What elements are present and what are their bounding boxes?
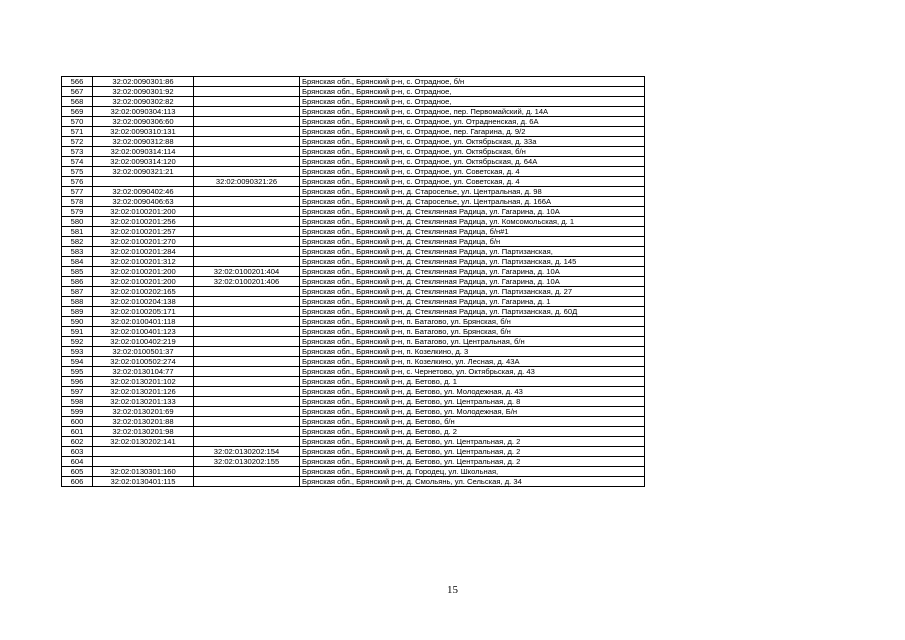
row-number-cell: 605 (62, 467, 93, 477)
linked-cadastral-number-cell (194, 217, 300, 227)
row-number-cell: 600 (62, 417, 93, 427)
page-number: 15 (447, 584, 458, 596)
address-cell: Брянская обл., Брянский р-н, с. Отрадное, пер. Гагарина, д. 9/2 (300, 127, 645, 137)
address-cell: Брянская обл., Брянский р-н, п. Козелкино, ул. Лесная, д. 43А (300, 357, 645, 367)
linked-cadastral-number-cell (194, 197, 300, 207)
cadastral-table (61, 76, 645, 487)
row-number-cell: 585 (62, 267, 93, 277)
linked-cadastral-number-cell (194, 357, 300, 367)
linked-cadastral-number-cell (194, 227, 300, 237)
row-number-cell: 577 (62, 187, 93, 197)
address-cell: Брянская обл., Брянский р-н, с. Чернетово, ул. Октябрьская, д. 43 (300, 367, 645, 377)
linked-cadastral-number-cell: 32:02:0100201:406 (194, 277, 300, 287)
linked-cadastral-number-cell (194, 407, 300, 417)
linked-cadastral-number-cell (194, 417, 300, 427)
table-row (62, 317, 645, 327)
table-row (62, 187, 645, 197)
address-cell: Брянская обл., Брянский р-н, д. Стеклянная Радица, б/н (300, 237, 645, 247)
linked-cadastral-number-cell (194, 87, 300, 97)
cadastral-number-cell: 32:02:0130201:102 (93, 377, 194, 387)
linked-cadastral-number-cell (194, 147, 300, 157)
linked-cadastral-number-cell (194, 247, 300, 257)
linked-cadastral-number-cell (194, 127, 300, 137)
cadastral-number-cell: 32:02:0100201:256 (93, 217, 194, 227)
row-number-cell: 599 (62, 407, 93, 417)
row-number-cell: 573 (62, 147, 93, 157)
table-row (62, 137, 645, 147)
table-row (62, 447, 645, 457)
row-number-cell: 574 (62, 157, 93, 167)
linked-cadastral-number-cell: 32:02:0130202:155 (194, 457, 300, 467)
cadastral-number-cell: 32:02:0090302:82 (93, 97, 194, 107)
table-row (62, 247, 645, 257)
linked-cadastral-number-cell (194, 157, 300, 167)
address-cell: Брянская обл., Брянский р-н, д. Смольянь, ул. Сельская, д. 34 (300, 477, 645, 487)
linked-cadastral-number-cell (194, 367, 300, 377)
address-cell: Брянская обл., Брянский р-н, д. Бетово, ул. Центральная, д. 2 (300, 457, 645, 467)
cadastral-number-cell: 32:02:0100401:118 (93, 317, 194, 327)
cadastral-number-cell: 32:02:0090321:21 (93, 167, 194, 177)
address-cell: Брянская обл., Брянский р-н, с. Отрадное, б/н (300, 77, 645, 87)
address-cell: Брянская обл., Брянский р-н, д. Стеклянная Радица, ул. Гагарина, д. 10А (300, 267, 645, 277)
row-number-cell: 570 (62, 117, 93, 127)
cadastral-number-cell (93, 447, 194, 457)
address-cell: Брянская обл., Брянский р-н, д. Стеклянная Радица, б/н#1 (300, 227, 645, 237)
table-row (62, 427, 645, 437)
table-row (62, 207, 645, 217)
table-row (62, 417, 645, 427)
table-row (62, 257, 645, 267)
address-cell: Брянская обл., Брянский р-н, с. Отрадное, ул. Октябрьская, д. 33а (300, 137, 645, 147)
linked-cadastral-number-cell: 32:02:0100201:404 (194, 267, 300, 277)
row-number-cell: 603 (62, 447, 93, 457)
cadastral-number-cell: 32:02:0100204:138 (93, 297, 194, 307)
table-row (62, 237, 645, 247)
linked-cadastral-number-cell (194, 337, 300, 347)
linked-cadastral-number-cell (194, 167, 300, 177)
address-cell: Брянская обл., Брянский р-н, д. Бетово, д. 2 (300, 427, 645, 437)
cadastral-number-cell: 32:02:0100501:37 (93, 347, 194, 357)
linked-cadastral-number-cell (194, 347, 300, 357)
table-row (62, 217, 645, 227)
cadastral-number-cell: 32:02:0100201:200 (93, 277, 194, 287)
linked-cadastral-number-cell (194, 307, 300, 317)
address-cell: Брянская обл., Брянский р-н, с. Отрадное, (300, 87, 645, 97)
row-number-cell: 566 (62, 77, 93, 87)
table-body (62, 77, 645, 487)
linked-cadastral-number-cell (194, 427, 300, 437)
address-cell: Брянская обл., Брянский р-н, д. Бетово, ул. Центральная, д. 8 (300, 397, 645, 407)
linked-cadastral-number-cell (194, 297, 300, 307)
row-number-cell: 572 (62, 137, 93, 147)
address-cell: Брянская обл., Брянский р-н, д. Стеклянная Радица, ул. Партизанская, д. 27 (300, 287, 645, 297)
linked-cadastral-number-cell (194, 397, 300, 407)
table-row (62, 177, 645, 187)
cadastral-number-cell: 32:02:0090301:86 (93, 77, 194, 87)
row-number-cell: 568 (62, 97, 93, 107)
row-number-cell: 597 (62, 387, 93, 397)
cadastral-number-cell: 32:02:0090310:131 (93, 127, 194, 137)
linked-cadastral-number-cell (194, 477, 300, 487)
row-number-cell: 584 (62, 257, 93, 267)
linked-cadastral-number-cell (194, 187, 300, 197)
linked-cadastral-number-cell: 32:02:0090321:26 (194, 177, 300, 187)
linked-cadastral-number-cell (194, 117, 300, 127)
table-row (62, 437, 645, 447)
cadastral-number-cell: 32:02:0130201:69 (93, 407, 194, 417)
table-row (62, 87, 645, 97)
address-cell: Брянская обл., Брянский р-н, д. Стеклянная Радица, ул. Партизанская, д. 145 (300, 257, 645, 267)
address-cell: Брянская обл., Брянский р-н, д. Стеклянная Радица, ул. Гагарина, д. 10А (300, 277, 645, 287)
row-number-cell: 596 (62, 377, 93, 387)
table-row (62, 157, 645, 167)
table-row (62, 297, 645, 307)
row-number-cell: 569 (62, 107, 93, 117)
table-row (62, 267, 645, 277)
linked-cadastral-number-cell (194, 237, 300, 247)
table-row (62, 117, 645, 127)
table-row (62, 347, 645, 357)
linked-cadastral-number-cell (194, 327, 300, 337)
table-row (62, 107, 645, 117)
linked-cadastral-number-cell (194, 467, 300, 477)
linked-cadastral-number-cell (194, 77, 300, 87)
table-row (62, 327, 645, 337)
address-cell: Брянская обл., Брянский р-н, д. Стеклянная Радица, ул. Гагарина, д. 1 (300, 297, 645, 307)
table-row (62, 477, 645, 487)
cadastral-number-cell: 32:02:0090306:60 (93, 117, 194, 127)
row-number-cell: 576 (62, 177, 93, 187)
row-number-cell: 591 (62, 327, 93, 337)
linked-cadastral-number-cell (194, 317, 300, 327)
address-cell: Брянская обл., Брянский р-н, п. Батагово, ул. Брянская, б/н (300, 327, 645, 337)
table-row (62, 227, 645, 237)
cadastral-number-cell: 32:02:0100502:274 (93, 357, 194, 367)
row-number-cell: 598 (62, 397, 93, 407)
row-number-cell: 595 (62, 367, 93, 377)
table-row (62, 367, 645, 377)
row-number-cell: 592 (62, 337, 93, 347)
address-cell: Брянская обл., Брянский р-н, п. Козелкино, д. 3 (300, 347, 645, 357)
address-cell: Брянская обл., Брянский р-н, д. Городец, ул. Школьная, (300, 467, 645, 477)
cadastral-number-cell: 32:02:0130201:88 (93, 417, 194, 427)
linked-cadastral-number-cell (194, 287, 300, 297)
cadastral-number-cell: 32:02:0100202:165 (93, 287, 194, 297)
row-number-cell: 567 (62, 87, 93, 97)
row-number-cell: 583 (62, 247, 93, 257)
table-row (62, 127, 645, 137)
linked-cadastral-number-cell (194, 387, 300, 397)
address-cell: Брянская обл., Брянский р-н, д. Стеклянная Радица, ул. Гагарина, д. 10А (300, 207, 645, 217)
cadastral-number-cell: 32:02:0090312:88 (93, 137, 194, 147)
row-number-cell: 575 (62, 167, 93, 177)
table-row (62, 387, 645, 397)
address-cell: Брянская обл., Брянский р-н, с. Отрадное, ул. Октябрьская, д. 64А (300, 157, 645, 167)
row-number-cell: 582 (62, 237, 93, 247)
address-cell: Брянская обл., Брянский р-н, д. Бетово, ул. Молодежная, Б/н (300, 407, 645, 417)
row-number-cell: 588 (62, 297, 93, 307)
linked-cadastral-number-cell (194, 437, 300, 447)
table-row (62, 277, 645, 287)
cadastral-number-cell: 32:02:0100201:200 (93, 207, 194, 217)
cadastral-number-cell: 32:02:0130401:115 (93, 477, 194, 487)
cadastral-number-cell: 32:02:0090406:63 (93, 197, 194, 207)
address-cell: Брянская обл., Брянский р-н, д. Староселье, ул. Центральная, д. 98 (300, 187, 645, 197)
linked-cadastral-number-cell (194, 107, 300, 117)
cadastral-number-cell (93, 457, 194, 467)
cadastral-number-cell: 32:02:0090301:92 (93, 87, 194, 97)
cadastral-number-cell: 32:02:0090402:46 (93, 187, 194, 197)
row-number-cell: 581 (62, 227, 93, 237)
address-cell: Брянская обл., Брянский р-н, д. Стеклянная Радица, ул. Партизанская, (300, 247, 645, 257)
cadastral-number-cell: 32:02:0100201:270 (93, 237, 194, 247)
row-number-cell: 601 (62, 427, 93, 437)
table-row (62, 407, 645, 417)
address-cell: Брянская обл., Брянский р-н, с. Отрадное, (300, 97, 645, 107)
row-number-cell: 606 (62, 477, 93, 487)
cadastral-number-cell: 32:02:0130202:141 (93, 437, 194, 447)
address-cell: Брянская обл., Брянский р-н, с. Отрадное, пер. Первомайский, д. 14А (300, 107, 645, 117)
table-row (62, 77, 645, 87)
linked-cadastral-number-cell (194, 97, 300, 107)
cadastral-number-cell: 32:02:0090314:114 (93, 147, 194, 157)
cadastral-number-cell: 32:02:0100201:200 (93, 267, 194, 277)
table-row (62, 167, 645, 177)
linked-cadastral-number-cell (194, 207, 300, 217)
address-cell: Брянская обл., Брянский р-н, д. Бетово, б/н (300, 417, 645, 427)
table-row (62, 337, 645, 347)
cadastral-number-cell: 32:02:0100401:123 (93, 327, 194, 337)
table-row (62, 307, 645, 317)
address-cell: Брянская обл., Брянский р-н, д. Бетово, ул. Центральная, д. 2 (300, 447, 645, 457)
address-cell: Брянская обл., Брянский р-н, д. Староселье, ул. Центральная, д. 166А (300, 197, 645, 207)
address-cell: Брянская обл., Брянский р-н, с. Отрадное, ул. Советская, д. 4 (300, 177, 645, 187)
table-row (62, 197, 645, 207)
address-cell: Брянская обл., Брянский р-н, с. Отрадное, ул. Отрадненская, д. 6А (300, 117, 645, 127)
cadastral-number-cell: 32:02:0090304:113 (93, 107, 194, 117)
address-cell: Брянская обл., Брянский р-н, п. Батагово, ул. Брянская, б/н (300, 317, 645, 327)
row-number-cell: 571 (62, 127, 93, 137)
address-cell: Брянская обл., Брянский р-н, д. Стеклянная Радица, ул. Комсомольская, д. 1 (300, 217, 645, 227)
cadastral-number-cell: 32:02:0130201:126 (93, 387, 194, 397)
cadastral-number-cell (93, 177, 194, 187)
row-number-cell: 594 (62, 357, 93, 367)
cadastral-number-cell: 32:02:0100201:312 (93, 257, 194, 267)
cadastral-number-cell: 32:02:0130201:98 (93, 427, 194, 437)
cadastral-number-cell: 32:02:0130301:160 (93, 467, 194, 477)
address-cell: Брянская обл., Брянский р-н, д. Бетово, ул. Молодежная, д. 43 (300, 387, 645, 397)
row-number-cell: 578 (62, 197, 93, 207)
row-number-cell: 604 (62, 457, 93, 467)
table-row (62, 377, 645, 387)
row-number-cell: 586 (62, 277, 93, 287)
address-cell: Брянская обл., Брянский р-н, д. Бетово, ул. Центральная, д. 2 (300, 437, 645, 447)
table-row (62, 467, 645, 477)
linked-cadastral-number-cell (194, 377, 300, 387)
table-row (62, 147, 645, 157)
table-row (62, 457, 645, 467)
linked-cadastral-number-cell (194, 137, 300, 147)
cadastral-number-cell: 32:02:0130201:133 (93, 397, 194, 407)
cadastral-number-cell: 32:02:0100402:219 (93, 337, 194, 347)
address-cell: Брянская обл., Брянский р-н, с. Отрадное, ул. Советская, д. 4 (300, 167, 645, 177)
row-number-cell: 593 (62, 347, 93, 357)
row-number-cell: 602 (62, 437, 93, 447)
table-row (62, 397, 645, 407)
address-cell: Брянская обл., Брянский р-н, д. Бетово, д. 1 (300, 377, 645, 387)
address-cell: Брянская обл., Брянский р-н, с. Отрадное, ул. Октябрьская, б/н (300, 147, 645, 157)
cadastral-number-cell: 32:02:0100201:284 (93, 247, 194, 257)
cadastral-number-cell: 32:02:0130104:77 (93, 367, 194, 377)
table-row (62, 97, 645, 107)
cadastral-number-cell: 32:02:0100205:171 (93, 307, 194, 317)
cadastral-number-cell: 32:02:0100201:257 (93, 227, 194, 237)
table-row (62, 287, 645, 297)
linked-cadastral-number-cell: 32:02:0130202:154 (194, 447, 300, 457)
table-row (62, 357, 645, 367)
linked-cadastral-number-cell (194, 257, 300, 267)
row-number-cell: 590 (62, 317, 93, 327)
address-cell: Брянская обл., Брянский р-н, п. Батагово, ул. Центральная, б/н (300, 337, 645, 347)
address-cell: Брянская обл., Брянский р-н, д. Стеклянная Радица, ул. Партизанская, д. 60Д (300, 307, 645, 317)
row-number-cell: 579 (62, 207, 93, 217)
row-number-cell: 589 (62, 307, 93, 317)
cadastral-number-cell: 32:02:0090314:120 (93, 157, 194, 167)
row-number-cell: 580 (62, 217, 93, 227)
row-number-cell: 587 (62, 287, 93, 297)
